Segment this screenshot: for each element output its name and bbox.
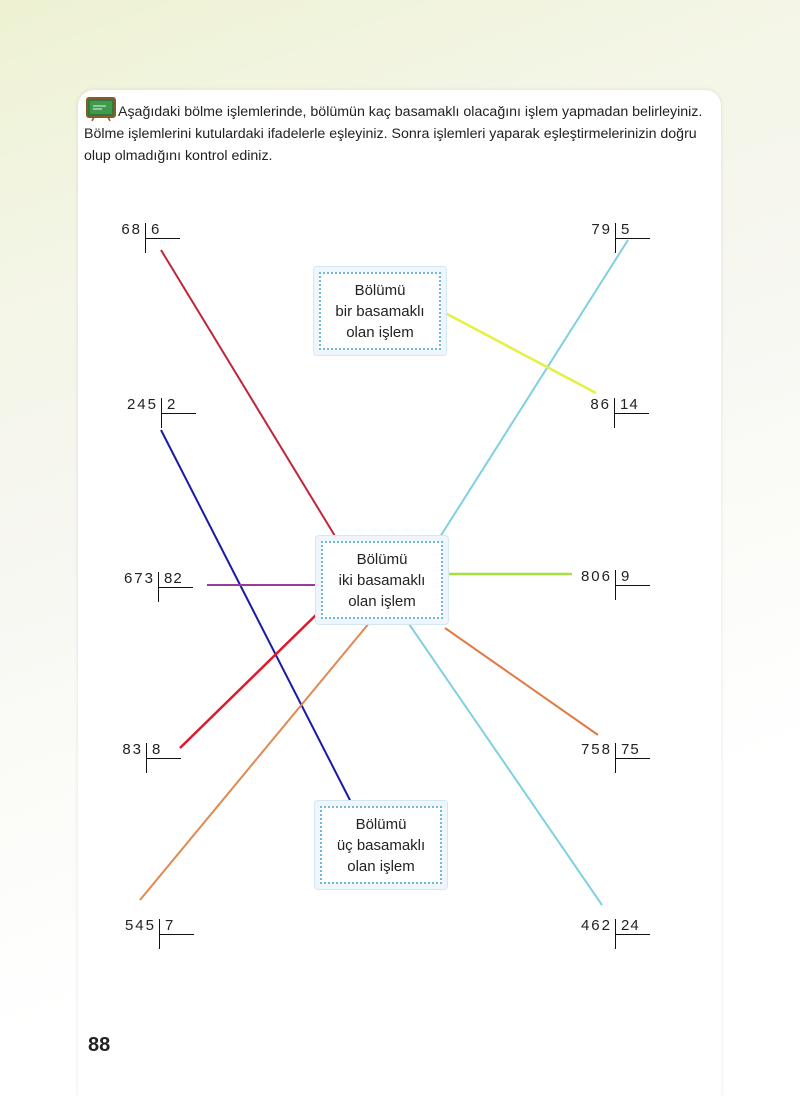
divisor: 82 xyxy=(164,570,183,587)
divisor: 8 xyxy=(152,741,162,758)
divisor: 24 xyxy=(621,917,640,934)
dividend: 758 xyxy=(580,741,612,758)
divisor: 7 xyxy=(165,917,175,934)
line-79-5 xyxy=(433,240,628,548)
box-two-digit-line3: olan işlem xyxy=(348,592,416,610)
box-one-digit-line3: olan işlem xyxy=(346,323,414,341)
line-68-6 xyxy=(161,250,338,541)
dividend: 806 xyxy=(580,568,612,585)
box-one-digit xyxy=(314,267,446,355)
dividend: 545 xyxy=(124,917,156,934)
divisor: 75 xyxy=(621,741,640,758)
dividend: 68 xyxy=(121,221,142,238)
box-two-digit xyxy=(316,536,448,624)
box-three-digit xyxy=(315,801,447,889)
dividend: 673 xyxy=(123,570,155,587)
dividend: 245 xyxy=(126,396,158,413)
divisor: 5 xyxy=(621,221,631,238)
box-three-digit-line2: üç basamaklı xyxy=(336,836,426,854)
box-two-digit-line1: Bölümü xyxy=(356,550,408,568)
dividend: 79 xyxy=(591,221,612,238)
box-three-digit-line3: olan işlem xyxy=(347,857,415,875)
divisor: 2 xyxy=(167,396,177,413)
line-758-75 xyxy=(445,628,598,735)
instructions-text: Aşağıdaki bölme işlemlerinde, bölümün kaç basamaklı olacağını işlem yapmadan belirleyiniz. Bölme işlemlerini kutulardaki ifadelerle eşleyiniz. Sonra işlemleri yaparak eşleştirmelerinizin doğru olup olmadığını kontrol ediniz. xyxy=(84,104,703,164)
line-86-14 xyxy=(432,306,596,393)
box-two-digit-line2: iki basamaklı xyxy=(338,571,426,589)
divisor: 6 xyxy=(151,221,161,238)
dividend: 86 xyxy=(590,396,611,413)
divisor: 14 xyxy=(620,396,639,413)
box-one-digit-line1: Bölümü xyxy=(354,281,406,299)
dividend: 462 xyxy=(580,917,612,934)
line-83-8 xyxy=(180,613,318,748)
box-three-digit-line1: Bölümü xyxy=(355,815,407,833)
dividend: 83 xyxy=(122,741,143,758)
box-one-digit-line2: bir basamaklı xyxy=(335,302,425,320)
page-number: 88 xyxy=(88,1034,111,1056)
divisor: 9 xyxy=(621,568,631,585)
